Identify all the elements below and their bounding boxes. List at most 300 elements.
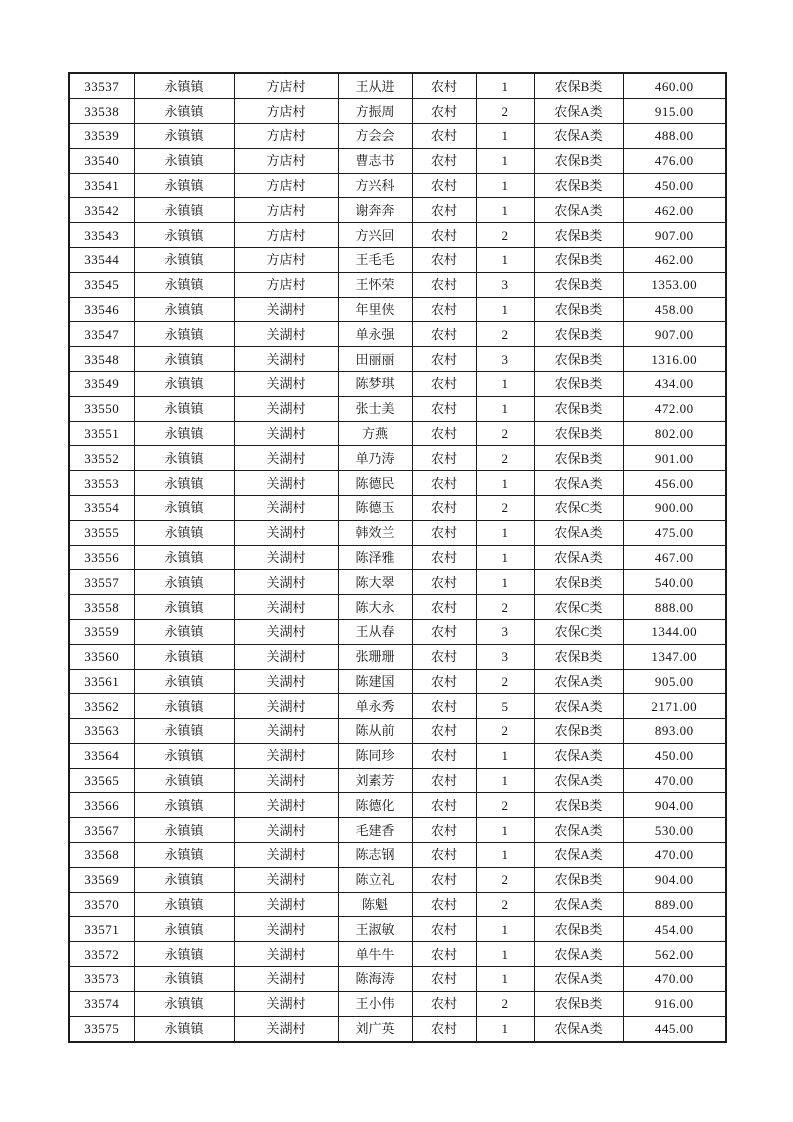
table-row (69, 570, 726, 595)
cell-amount: 2171.00 (623, 694, 726, 719)
cell-amount: 1347.00 (623, 644, 726, 669)
cell-serial_no: 33547 (69, 322, 134, 347)
cell-amount: 904.00 (623, 793, 726, 818)
cell-household_category: 农村 (412, 545, 476, 570)
cell-person_name: 单乃涛 (338, 446, 412, 471)
cell-village: 关湖村 (234, 743, 338, 768)
cell-person_count: 2 (476, 495, 534, 520)
cell-person_name: 陈泽雅 (338, 545, 412, 570)
cell-insurance_class: 农保A类 (534, 123, 623, 148)
cell-household_category: 农村 (412, 743, 476, 768)
cell-household_category: 农村 (412, 694, 476, 719)
cell-town: 永镇镇 (134, 843, 234, 868)
cell-person_count: 2 (476, 991, 534, 1016)
cell-insurance_class: 农保A类 (534, 818, 623, 843)
cell-person_name: 方振周 (338, 99, 412, 124)
cell-person_name: 方燕 (338, 421, 412, 446)
cell-amount: 450.00 (623, 743, 726, 768)
cell-insurance_class: 农保A类 (534, 545, 623, 570)
cell-person_name: 方会会 (338, 123, 412, 148)
cell-town: 永镇镇 (134, 471, 234, 496)
table-row (69, 371, 726, 396)
cell-household_category: 农村 (412, 991, 476, 1016)
table-row (69, 173, 726, 198)
cell-village: 关湖村 (234, 421, 338, 446)
cell-insurance_class: 农保B类 (534, 793, 623, 818)
cell-village: 关湖村 (234, 843, 338, 868)
cell-person_name: 陈从前 (338, 719, 412, 744)
cell-amount: 905.00 (623, 669, 726, 694)
cell-person_name: 毛建香 (338, 818, 412, 843)
cell-serial_no: 33575 (69, 1016, 134, 1042)
cell-household_category: 农村 (412, 471, 476, 496)
cell-village: 关湖村 (234, 694, 338, 719)
cell-household_category: 农村 (412, 297, 476, 322)
cell-insurance_class: 农保A类 (534, 694, 623, 719)
cell-town: 永镇镇 (134, 768, 234, 793)
cell-person_name: 陈同珍 (338, 743, 412, 768)
table-row (69, 669, 726, 694)
cell-serial_no: 33559 (69, 619, 134, 644)
cell-amount: 916.00 (623, 991, 726, 1016)
cell-household_category: 农村 (412, 123, 476, 148)
cell-amount: 888.00 (623, 595, 726, 620)
cell-town: 永镇镇 (134, 322, 234, 347)
cell-amount: 802.00 (623, 421, 726, 446)
table-row (69, 471, 726, 496)
cell-village: 关湖村 (234, 619, 338, 644)
cell-amount: 1353.00 (623, 272, 726, 297)
cell-serial_no: 33541 (69, 173, 134, 198)
cell-insurance_class: 农保B类 (534, 223, 623, 248)
cell-serial_no: 33567 (69, 818, 134, 843)
cell-serial_no: 33538 (69, 99, 134, 124)
cell-person_name: 陈志钢 (338, 843, 412, 868)
table-row (69, 595, 726, 620)
cell-serial_no: 33571 (69, 917, 134, 942)
cell-amount: 454.00 (623, 917, 726, 942)
cell-insurance_class: 农保B类 (534, 917, 623, 942)
cell-person_name: 陈梦琪 (338, 371, 412, 396)
table-row (69, 198, 726, 223)
table-row (69, 223, 726, 248)
cell-insurance_class: 农保A类 (534, 1016, 623, 1042)
cell-person_name: 韩效兰 (338, 520, 412, 545)
cell-insurance_class: 农保B类 (534, 570, 623, 595)
cell-village: 方店村 (234, 173, 338, 198)
cell-town: 永镇镇 (134, 73, 234, 99)
cell-amount: 889.00 (623, 892, 726, 917)
cell-serial_no: 33544 (69, 247, 134, 272)
cell-village: 关湖村 (234, 520, 338, 545)
table-row (69, 272, 726, 297)
cell-insurance_class: 农保B类 (534, 297, 623, 322)
cell-serial_no: 33540 (69, 148, 134, 173)
cell-village: 方店村 (234, 223, 338, 248)
cell-insurance_class: 农保B类 (534, 148, 623, 173)
cell-amount: 470.00 (623, 768, 726, 793)
cell-household_category: 农村 (412, 272, 476, 297)
cell-town: 永镇镇 (134, 446, 234, 471)
cell-serial_no: 33546 (69, 297, 134, 322)
cell-household_category: 农村 (412, 421, 476, 446)
cell-insurance_class: 农保B类 (534, 371, 623, 396)
cell-household_category: 农村 (412, 967, 476, 992)
cell-amount: 893.00 (623, 719, 726, 744)
table-row (69, 347, 726, 372)
cell-insurance_class: 农保B类 (534, 247, 623, 272)
cell-person_count: 1 (476, 967, 534, 992)
table-row (69, 446, 726, 471)
cell-town: 永镇镇 (134, 99, 234, 124)
cell-village: 关湖村 (234, 991, 338, 1016)
cell-insurance_class: 农保A类 (534, 520, 623, 545)
cell-town: 永镇镇 (134, 917, 234, 942)
cell-village: 关湖村 (234, 768, 338, 793)
cell-serial_no: 33545 (69, 272, 134, 297)
cell-person_count: 1 (476, 471, 534, 496)
cell-serial_no: 33552 (69, 446, 134, 471)
cell-household_category: 农村 (412, 843, 476, 868)
cell-town: 永镇镇 (134, 1016, 234, 1042)
cell-insurance_class: 农保B类 (534, 73, 623, 99)
cell-person_count: 2 (476, 892, 534, 917)
cell-person_name: 王从春 (338, 619, 412, 644)
cell-village: 方店村 (234, 272, 338, 297)
records-table-body (69, 73, 726, 1042)
cell-household_category: 农村 (412, 520, 476, 545)
cell-person_count: 2 (476, 867, 534, 892)
cell-amount: 470.00 (623, 967, 726, 992)
cell-village: 关湖村 (234, 892, 338, 917)
cell-person_count: 1 (476, 198, 534, 223)
cell-person_count: 3 (476, 619, 534, 644)
cell-amount: 462.00 (623, 247, 726, 272)
cell-serial_no: 33563 (69, 719, 134, 744)
cell-insurance_class: 农保B类 (534, 867, 623, 892)
table-row (69, 967, 726, 992)
cell-village: 关湖村 (234, 347, 338, 372)
table-row (69, 719, 726, 744)
cell-town: 永镇镇 (134, 719, 234, 744)
cell-serial_no: 33550 (69, 396, 134, 421)
cell-household_category: 农村 (412, 73, 476, 99)
cell-amount: 450.00 (623, 173, 726, 198)
cell-person_name: 王小伟 (338, 991, 412, 1016)
cell-person_count: 2 (476, 421, 534, 446)
cell-person_name: 陈德玉 (338, 495, 412, 520)
cell-village: 关湖村 (234, 322, 338, 347)
table-row (69, 768, 726, 793)
table-row (69, 396, 726, 421)
table-row (69, 99, 726, 124)
cell-town: 永镇镇 (134, 743, 234, 768)
table-row (69, 694, 726, 719)
cell-insurance_class: 农保A类 (534, 768, 623, 793)
cell-serial_no: 33565 (69, 768, 134, 793)
cell-person_name: 王从进 (338, 73, 412, 99)
cell-village: 关湖村 (234, 942, 338, 967)
table-row (69, 619, 726, 644)
cell-town: 永镇镇 (134, 619, 234, 644)
cell-person_name: 田丽丽 (338, 347, 412, 372)
cell-amount: 907.00 (623, 322, 726, 347)
cell-person_count: 1 (476, 743, 534, 768)
cell-person_name: 年里侠 (338, 297, 412, 322)
cell-serial_no: 33543 (69, 223, 134, 248)
cell-person_name: 方兴科 (338, 173, 412, 198)
cell-insurance_class: 农保A类 (534, 942, 623, 967)
cell-village: 关湖村 (234, 793, 338, 818)
cell-amount: 470.00 (623, 843, 726, 868)
cell-village: 关湖村 (234, 446, 338, 471)
table-row (69, 247, 726, 272)
cell-village: 关湖村 (234, 917, 338, 942)
cell-village: 关湖村 (234, 570, 338, 595)
cell-household_category: 农村 (412, 223, 476, 248)
cell-village: 关湖村 (234, 297, 338, 322)
cell-village: 关湖村 (234, 669, 338, 694)
table-row (69, 520, 726, 545)
cell-town: 永镇镇 (134, 644, 234, 669)
cell-village: 方店村 (234, 198, 338, 223)
cell-person_count: 2 (476, 99, 534, 124)
cell-person_count: 3 (476, 644, 534, 669)
cell-person_name: 张珊珊 (338, 644, 412, 669)
cell-household_category: 农村 (412, 595, 476, 620)
cell-person_count: 2 (476, 793, 534, 818)
cell-village: 关湖村 (234, 818, 338, 843)
cell-serial_no: 33568 (69, 843, 134, 868)
cell-person_count: 2 (476, 595, 534, 620)
cell-town: 永镇镇 (134, 818, 234, 843)
cell-amount: 907.00 (623, 223, 726, 248)
cell-insurance_class: 农保B类 (534, 396, 623, 421)
cell-serial_no: 33569 (69, 867, 134, 892)
cell-person_count: 1 (476, 148, 534, 173)
cell-serial_no: 33542 (69, 198, 134, 223)
cell-amount: 434.00 (623, 371, 726, 396)
cell-town: 永镇镇 (134, 421, 234, 446)
cell-serial_no: 33539 (69, 123, 134, 148)
cell-person_count: 5 (476, 694, 534, 719)
cell-serial_no: 33537 (69, 73, 134, 99)
cell-town: 永镇镇 (134, 520, 234, 545)
cell-village: 关湖村 (234, 595, 338, 620)
cell-serial_no: 33562 (69, 694, 134, 719)
cell-amount: 562.00 (623, 942, 726, 967)
cell-serial_no: 33573 (69, 967, 134, 992)
cell-serial_no: 33551 (69, 421, 134, 446)
cell-amount: 475.00 (623, 520, 726, 545)
cell-person_name: 王怀荣 (338, 272, 412, 297)
table-row (69, 148, 726, 173)
cell-person_name: 陈立礼 (338, 867, 412, 892)
cell-amount: 472.00 (623, 396, 726, 421)
table-row (69, 867, 726, 892)
cell-town: 永镇镇 (134, 396, 234, 421)
cell-person_name: 单永强 (338, 322, 412, 347)
cell-village: 方店村 (234, 99, 338, 124)
cell-serial_no: 33553 (69, 471, 134, 496)
cell-person_count: 1 (476, 396, 534, 421)
cell-insurance_class: 农保A类 (534, 967, 623, 992)
cell-household_category: 农村 (412, 818, 476, 843)
cell-amount: 460.00 (623, 73, 726, 99)
cell-town: 永镇镇 (134, 123, 234, 148)
records-table (68, 72, 727, 1043)
cell-person_name: 陈魁 (338, 892, 412, 917)
cell-person_name: 陈建国 (338, 669, 412, 694)
cell-insurance_class: 农保A类 (534, 471, 623, 496)
cell-insurance_class: 农保B类 (534, 421, 623, 446)
cell-person_count: 1 (476, 570, 534, 595)
cell-town: 永镇镇 (134, 347, 234, 372)
cell-person_name: 张士美 (338, 396, 412, 421)
cell-household_category: 农村 (412, 719, 476, 744)
cell-person_count: 1 (476, 123, 534, 148)
cell-person_name: 陈大永 (338, 595, 412, 620)
cell-person_count: 1 (476, 843, 534, 868)
cell-town: 永镇镇 (134, 495, 234, 520)
cell-person_count: 3 (476, 272, 534, 297)
cell-household_category: 农村 (412, 396, 476, 421)
cell-village: 方店村 (234, 73, 338, 99)
cell-insurance_class: 农保B类 (534, 322, 623, 347)
cell-person_count: 1 (476, 917, 534, 942)
cell-serial_no: 33570 (69, 892, 134, 917)
table-row (69, 942, 726, 967)
cell-insurance_class: 农保C类 (534, 595, 623, 620)
cell-town: 永镇镇 (134, 694, 234, 719)
cell-household_category: 农村 (412, 99, 476, 124)
cell-serial_no: 33560 (69, 644, 134, 669)
cell-insurance_class: 农保B类 (534, 991, 623, 1016)
cell-person_name: 曹志书 (338, 148, 412, 173)
cell-person_name: 陈海涛 (338, 967, 412, 992)
cell-town: 永镇镇 (134, 867, 234, 892)
cell-household_category: 农村 (412, 347, 476, 372)
cell-serial_no: 33574 (69, 991, 134, 1016)
cell-insurance_class: 农保A类 (534, 743, 623, 768)
table-row (69, 843, 726, 868)
cell-person_name: 陈德化 (338, 793, 412, 818)
table-row (69, 545, 726, 570)
cell-person_name: 王毛毛 (338, 247, 412, 272)
table-row (69, 892, 726, 917)
table-row (69, 73, 726, 99)
cell-insurance_class: 农保A类 (534, 892, 623, 917)
cell-amount: 900.00 (623, 495, 726, 520)
cell-household_category: 农村 (412, 619, 476, 644)
cell-village: 方店村 (234, 123, 338, 148)
table-row (69, 123, 726, 148)
cell-person_name: 单永秀 (338, 694, 412, 719)
cell-serial_no: 33561 (69, 669, 134, 694)
cell-amount: 901.00 (623, 446, 726, 471)
cell-village: 关湖村 (234, 867, 338, 892)
cell-person_name: 谢奔奔 (338, 198, 412, 223)
cell-insurance_class: 农保C类 (534, 619, 623, 644)
cell-serial_no: 33554 (69, 495, 134, 520)
cell-household_category: 农村 (412, 768, 476, 793)
cell-person_count: 1 (476, 371, 534, 396)
cell-insurance_class: 农保B类 (534, 446, 623, 471)
cell-insurance_class: 农保B类 (534, 644, 623, 669)
cell-person_count: 2 (476, 322, 534, 347)
cell-person_count: 1 (476, 247, 534, 272)
cell-insurance_class: 农保A类 (534, 99, 623, 124)
cell-town: 永镇镇 (134, 272, 234, 297)
cell-serial_no: 33548 (69, 347, 134, 372)
cell-town: 永镇镇 (134, 173, 234, 198)
cell-household_category: 农村 (412, 371, 476, 396)
cell-person_count: 1 (476, 520, 534, 545)
cell-insurance_class: 农保B类 (534, 272, 623, 297)
cell-household_category: 农村 (412, 173, 476, 198)
cell-amount: 476.00 (623, 148, 726, 173)
cell-serial_no: 33558 (69, 595, 134, 620)
cell-town: 永镇镇 (134, 198, 234, 223)
cell-household_category: 农村 (412, 644, 476, 669)
cell-person_name: 陈德民 (338, 471, 412, 496)
cell-household_category: 农村 (412, 793, 476, 818)
table-row (69, 297, 726, 322)
cell-person_name: 陈大翠 (338, 570, 412, 595)
cell-town: 永镇镇 (134, 148, 234, 173)
cell-insurance_class: 农保C类 (534, 495, 623, 520)
cell-village: 关湖村 (234, 371, 338, 396)
table-row (69, 743, 726, 768)
cell-amount: 540.00 (623, 570, 726, 595)
cell-village: 关湖村 (234, 471, 338, 496)
cell-person_count: 1 (476, 1016, 534, 1042)
cell-person_count: 1 (476, 818, 534, 843)
cell-insurance_class: 农保B类 (534, 719, 623, 744)
table-row (69, 421, 726, 446)
cell-household_category: 农村 (412, 1016, 476, 1042)
table-row (69, 991, 726, 1016)
cell-serial_no: 33555 (69, 520, 134, 545)
cell-household_category: 农村 (412, 446, 476, 471)
cell-person_count: 2 (476, 669, 534, 694)
cell-town: 永镇镇 (134, 371, 234, 396)
cell-town: 永镇镇 (134, 545, 234, 570)
cell-amount: 488.00 (623, 123, 726, 148)
cell-town: 永镇镇 (134, 223, 234, 248)
cell-insurance_class: 农保A类 (534, 669, 623, 694)
table-row (69, 917, 726, 942)
cell-household_category: 农村 (412, 198, 476, 223)
cell-village: 关湖村 (234, 545, 338, 570)
cell-insurance_class: 农保B类 (534, 347, 623, 372)
cell-village: 方店村 (234, 247, 338, 272)
cell-village: 关湖村 (234, 495, 338, 520)
cell-village: 关湖村 (234, 719, 338, 744)
cell-amount: 915.00 (623, 99, 726, 124)
cell-person_count: 2 (476, 719, 534, 744)
cell-person_name: 刘广英 (338, 1016, 412, 1042)
cell-serial_no: 33572 (69, 942, 134, 967)
cell-amount: 445.00 (623, 1016, 726, 1042)
cell-village: 关湖村 (234, 396, 338, 421)
cell-serial_no: 33557 (69, 570, 134, 595)
cell-village: 方店村 (234, 148, 338, 173)
cell-household_category: 农村 (412, 867, 476, 892)
cell-person_count: 1 (476, 297, 534, 322)
cell-amount: 1316.00 (623, 347, 726, 372)
cell-serial_no: 33566 (69, 793, 134, 818)
